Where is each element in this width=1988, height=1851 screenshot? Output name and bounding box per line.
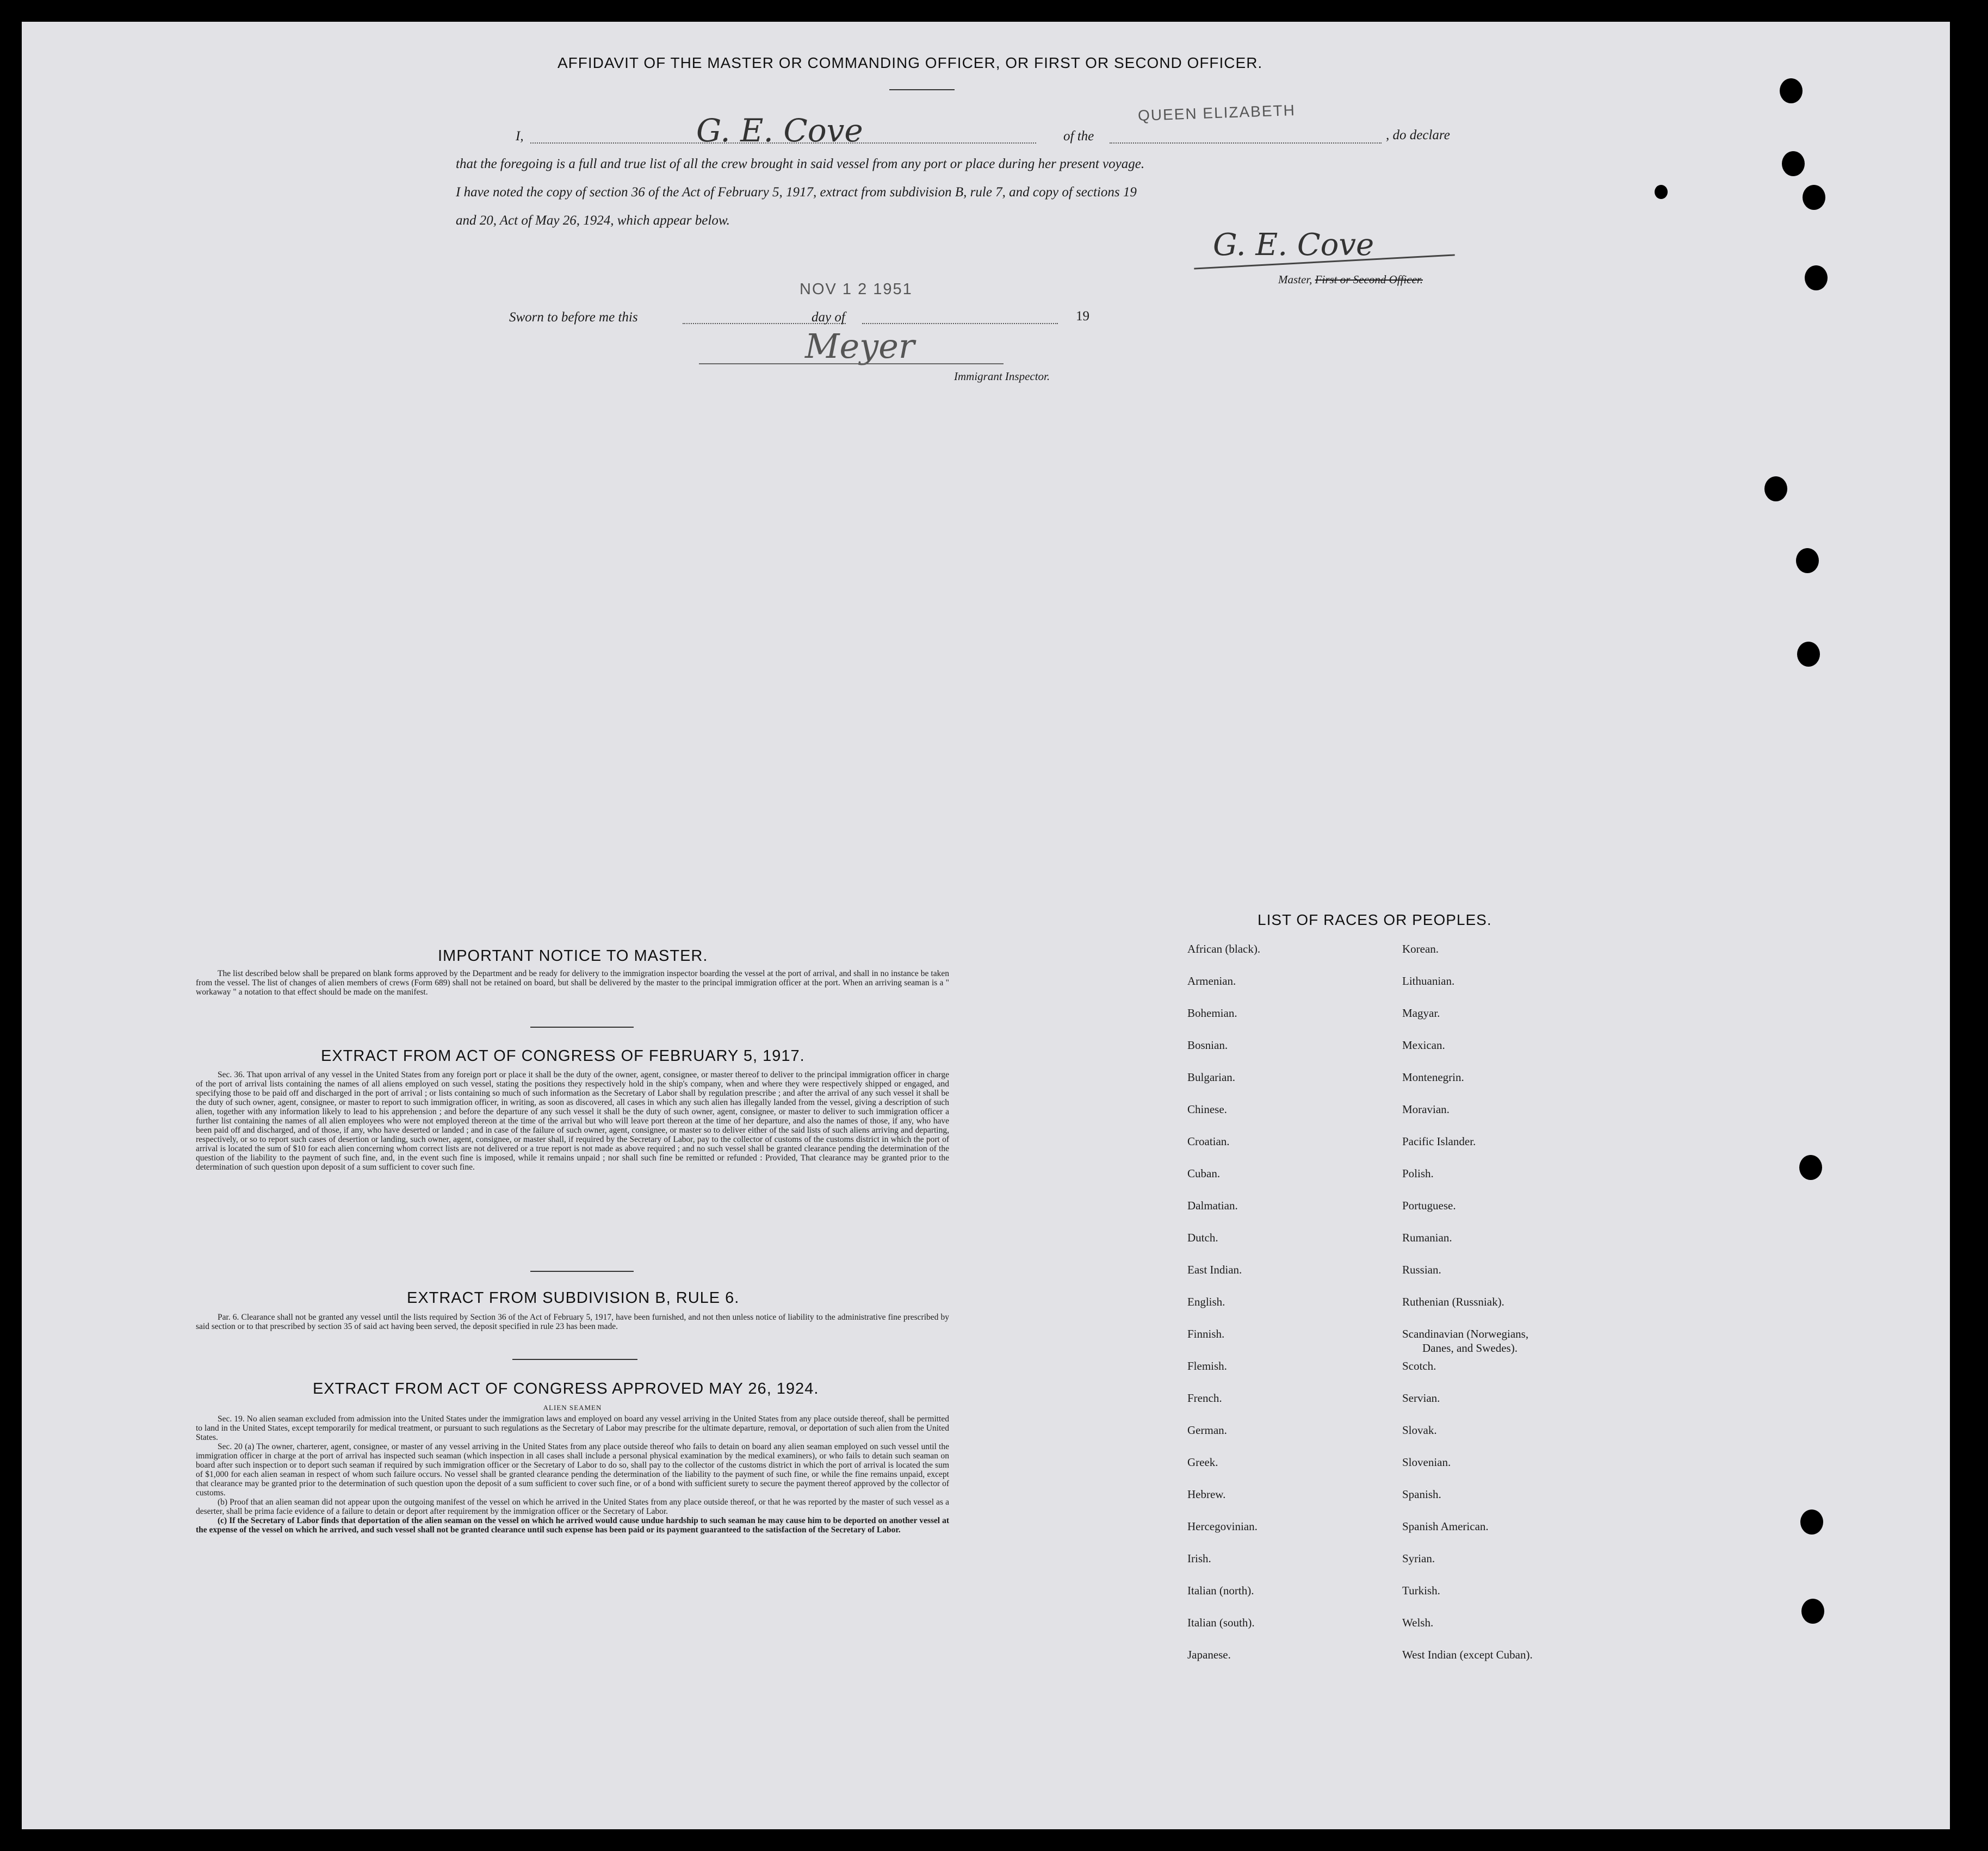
race-left: Dalmatian. — [1187, 1199, 1238, 1212]
race-right: Montenegrin. — [1402, 1071, 1464, 1084]
document-page — [22, 22, 1950, 1829]
race-left: Italian (south). — [1187, 1616, 1255, 1629]
race-left: Flemish. — [1187, 1359, 1227, 1372]
race-left: Hercegovinian. — [1187, 1520, 1258, 1533]
race-left: Chinese. — [1187, 1103, 1227, 1116]
race-right: Ruthenian (Russniak). — [1402, 1295, 1504, 1308]
race-left: Bosnian. — [1187, 1039, 1228, 1052]
extract-1924-sec19: Sec. 19. No alien seaman excluded from admission into the United States under the immigration laws and employed on board any vessel arriving in the United States from any place outside thereof, shall be permitted to land in the United States, except temporarily for medical treatment, or pursuant to such regulations as the Secretary of Labor may prescribe for the ultimate departure, removal, or deportation of such alien from the United States. — [196, 1414, 949, 1442]
race-right: Russian. — [1402, 1263, 1441, 1276]
punch-hole — [1780, 78, 1803, 103]
race-right: Scandinavian (Norwegians, — [1402, 1327, 1529, 1340]
master-label — [1278, 273, 1423, 287]
punch-hole — [1655, 185, 1668, 199]
inspector-label: Immigrant Inspector. — [954, 370, 1050, 383]
race-right: Moravian. — [1402, 1103, 1450, 1116]
affidavit-line-2: that the foregoing is a full and true list of all the crew brought in said vessel from any port or place during her present voyage. — [456, 157, 1145, 171]
race-left: Dutch. — [1187, 1231, 1218, 1244]
race-left: Croatian. — [1187, 1135, 1230, 1148]
race-right: Syrian. — [1402, 1552, 1435, 1565]
race-right: Polish. — [1402, 1167, 1434, 1180]
sworn-month-line — [862, 323, 1058, 324]
inspector-signature: Meyer — [805, 326, 915, 366]
punch-hole — [1796, 548, 1819, 573]
title-rule — [889, 89, 955, 90]
i-label: I, — [516, 129, 524, 144]
punch-hole — [1764, 476, 1787, 501]
punch-hole — [1803, 185, 1825, 210]
race-left: French. — [1187, 1392, 1222, 1405]
affidavit-line-3: I have noted the copy of section 36 of the Act of February 5, 1917, extract from subdivision B, rule 7, and copy of sections 19 — [456, 185, 1137, 200]
extract-1924-title: EXTRACT FROM ACT OF CONGRESS APPROVED MAY 26, 1924. — [313, 1380, 819, 1397]
race-right: Scotch. — [1402, 1359, 1436, 1372]
master-signature: G. E. Cove — [1213, 227, 1374, 263]
race-right: Portuguese. — [1402, 1199, 1456, 1212]
race-left: Hebrew. — [1187, 1488, 1226, 1501]
extract-rule6-title: EXTRACT FROM SUBDIVISION B, RULE 6. — [407, 1289, 740, 1307]
punch-hole — [1799, 1155, 1822, 1180]
extract-1924-sec20a: Sec. 20 (a) The owner, charterer, agent, consignee, or master of any vessel arriving in the United States from any place outside thereof who fails to detain on board any alien seaman employed on such vessel until the immigration officer in charge at the port of arrival has inspected such seaman (which inspection in all cases shall include a personal physical examination by the medical examiners), or who fails to detain such seaman on board after such inspection or to deport such seaman if required by such immigration officer or the Secretary of Labor to do so, shall pay to the collector of the customs district in which the port of arrival is located the sum of $1,000 for each alien seaman in respect of whom such failure occurs. No vessel shall be granted clearance pending the determination of the liability to the payment of such fine, or while the fine remains unpaid, except that clearance may be granted prior to the determination of such question upon the deposit of a sum sufficient to cover such fine, or of a bond with sufficient surety to secure the payment thereof approved by the collector of customs. — [196, 1442, 949, 1498]
notice-title: IMPORTANT NOTICE TO MASTER. — [438, 947, 708, 965]
sworn-label: Sworn to before me this — [509, 310, 638, 325]
race-left: Bulgarian. — [1187, 1071, 1236, 1084]
race-right: Magyar. — [1402, 1007, 1440, 1020]
extract-1917-text — [196, 1070, 949, 1172]
race-right: Turkish. — [1402, 1584, 1440, 1597]
affidavit-title: AFFIDAVIT OF THE MASTER OR COMMANDING OFFICER, OR FIRST OR SECOND OFFICER. — [558, 54, 1263, 71]
master-label-struck: First or Second Officer. — [1315, 273, 1423, 286]
race-right: Welsh. — [1402, 1616, 1434, 1629]
race-left: Bohemian. — [1187, 1007, 1237, 1020]
race-left: Cuban. — [1187, 1167, 1221, 1180]
day-of-label: day of — [812, 310, 845, 325]
races-title: LIST OF RACES OR PEOPLES. — [1258, 911, 1492, 928]
race-left: Finnish. — [1187, 1327, 1225, 1340]
punch-hole — [1800, 1510, 1823, 1535]
alien-seamen-caption: ALIEN SEAMEN — [543, 1403, 602, 1412]
race-left: Irish. — [1187, 1552, 1211, 1565]
race-right: Lithuanian. — [1402, 974, 1455, 987]
race-right: Slovenian. — [1402, 1456, 1451, 1469]
race-left: Japanese. — [1187, 1648, 1231, 1661]
vessel-line — [1110, 142, 1382, 144]
year-prefix: 19 — [1076, 309, 1089, 324]
extract-1917-paragraph: Sec. 36. That upon arrival of any vessel in the United States from any foreign port or place it shall be the duty of the owner, agent, consignee, or master thereof to deliver to the principal immigration officer in charge of the port of arrival lists containing the names of all aliens employed on such vessel, stating the positions they respectively hold in the ship's company, when and where they were respectively shipped or engaged, and specifying those to be paid off and discharged in the port of arrival ; or lists containing so much of such information as the Secretary of Labor shall by regulation prescribe ; and after the arrival of any such vessel it shall be the duty of such owner, agent, consignee, or master to report to such immigration officer, in writing, as soon as discovered, all cases in which any such alien has illegally landed from the vessel, giving a description of such alien, together with any information likely to lead to his apprehension ; and before the departure of any such vessel it shall be the duty of such owner, agent, consignee, or master to deliver to such immigration officer a further list containing the names of all alien employees who were not employed thereon at the time of the arrival but who will leave port thereon at the time of her departure, and also the names of those, if any, who have been paid off and discharged, and of those, if any, who have deserted or landed ; and in case of the failure of such owner, agent, consignee, or master so to deliver either of the said lists of such aliens arriving and departing, respectively, or so to report such cases of desertion or landing, such owner, agent, consignee, or master shall, if required by the Secretary of Labor, pay to the collector of customs of the customs district in which the port of arrival is located the sum of $10 for each alien concerning whom correct lists are not delivered or a true report is not made as above required ; and no such vessel shall be granted clearance pending the determination of the question of the liability to the payment of such fine, and, in the event such fine is imposed, while it remains unpaid ; nor shall such fine be remitted or refunded : Provided, That clearance may be granted prior to the determination of such question upon deposit of a sum sufficient to cover such fine. — [196, 1070, 949, 1172]
race-left: English. — [1187, 1295, 1225, 1308]
race-right: Mexican. — [1402, 1039, 1445, 1052]
punch-hole — [1805, 265, 1828, 290]
race-left: German. — [1187, 1424, 1227, 1437]
date-stamp: NOV 1 2 1951 — [800, 281, 913, 298]
extract-1917-title: EXTRACT FROM ACT OF CONGRESS OF FEBRUARY 5, 1917. — [321, 1047, 805, 1065]
inspector-line — [699, 363, 1004, 364]
vessel-name: QUEEN ELIZABETH — [1137, 101, 1296, 125]
extract-rule6-paragraph: Par. 6. Clearance shall not be granted any vessel until the lists required by Section 36 of the Act of February 5, 1917, have been furnished, and not then unless notice of liability to the administrative fine prescribed by said section or to that prescribed by section 35 of said act having been served, the deposit specified in rule 23 has been made. — [196, 1313, 949, 1331]
divider — [512, 1359, 637, 1360]
divider — [530, 1271, 634, 1272]
race-right: Spanish. — [1402, 1488, 1441, 1501]
race-right: Slovak. — [1402, 1424, 1437, 1437]
officer-name-handwriting: G. E. Cove — [696, 112, 863, 149]
divider — [530, 1027, 634, 1028]
notice-text — [196, 969, 949, 997]
of-the-label: of the — [1063, 129, 1094, 144]
race-right-continuation: Danes, and Swedes). — [1422, 1341, 1518, 1355]
punch-hole — [1782, 151, 1805, 176]
race-right: Pacific Islander. — [1402, 1135, 1476, 1148]
extract-rule6-text — [196, 1313, 949, 1331]
extract-1924-sec20c: (c) If the Secretary of Labor finds that deportation of the alien seaman on the vessel on which he arrived would cause undue hardship to such seaman he may cause him to be deported on another vessel at the expense of the vessel on which he arrived, and such vessel shall not be granted clearance until such expense has been paid or its payment guaranteed to the satisfaction of the Secretary of Labor. — [196, 1516, 949, 1535]
race-left: Armenian. — [1187, 974, 1236, 987]
extract-1924-text — [196, 1402, 949, 1535]
do-declare-label: , do declare — [1386, 128, 1450, 142]
race-left: African (black). — [1187, 942, 1261, 955]
race-right: West Indian (except Cuban). — [1402, 1648, 1533, 1661]
punch-hole — [1801, 1599, 1824, 1624]
race-left: Greek. — [1187, 1456, 1218, 1469]
notice-paragraph: The list described below shall be prepared on blank forms approved by the Department and be ready for delivery to the immigration inspector boarding the vessel at the port of arrival, and shall in no instance be taken from the vessel. The list of changes of alien members of crews (Form 689) shall not be retained on board, but shall be delivered by the master to the principal immigration officer at the port. When an arriving seaman is a " workaway " a notation to that effect should be made on the manifest. — [196, 969, 949, 997]
extract-1924-sec20b: (b) Proof that an alien seaman did not appear upon the outgoing manifest of the vessel on which he arrived in the United States from any place outside thereof, or that he was reported by the master of such vessel as a deserter, shall be prima facie evidence of a failure to detain or deport after requirement by the immigration officer or the Secretary of Labor. — [196, 1498, 949, 1516]
race-right: Rumanian. — [1402, 1231, 1452, 1244]
race-right: Servian. — [1402, 1392, 1440, 1405]
punch-hole — [1797, 642, 1820, 667]
race-right: Korean. — [1402, 942, 1439, 955]
race-right: Spanish American. — [1402, 1520, 1489, 1533]
affidavit-line-4: and 20, Act of May 26, 1924, which appear below. — [456, 213, 730, 228]
race-left: East Indian. — [1187, 1263, 1242, 1276]
master-label-text: Master, — [1278, 273, 1312, 286]
race-left: Italian (north). — [1187, 1584, 1254, 1597]
